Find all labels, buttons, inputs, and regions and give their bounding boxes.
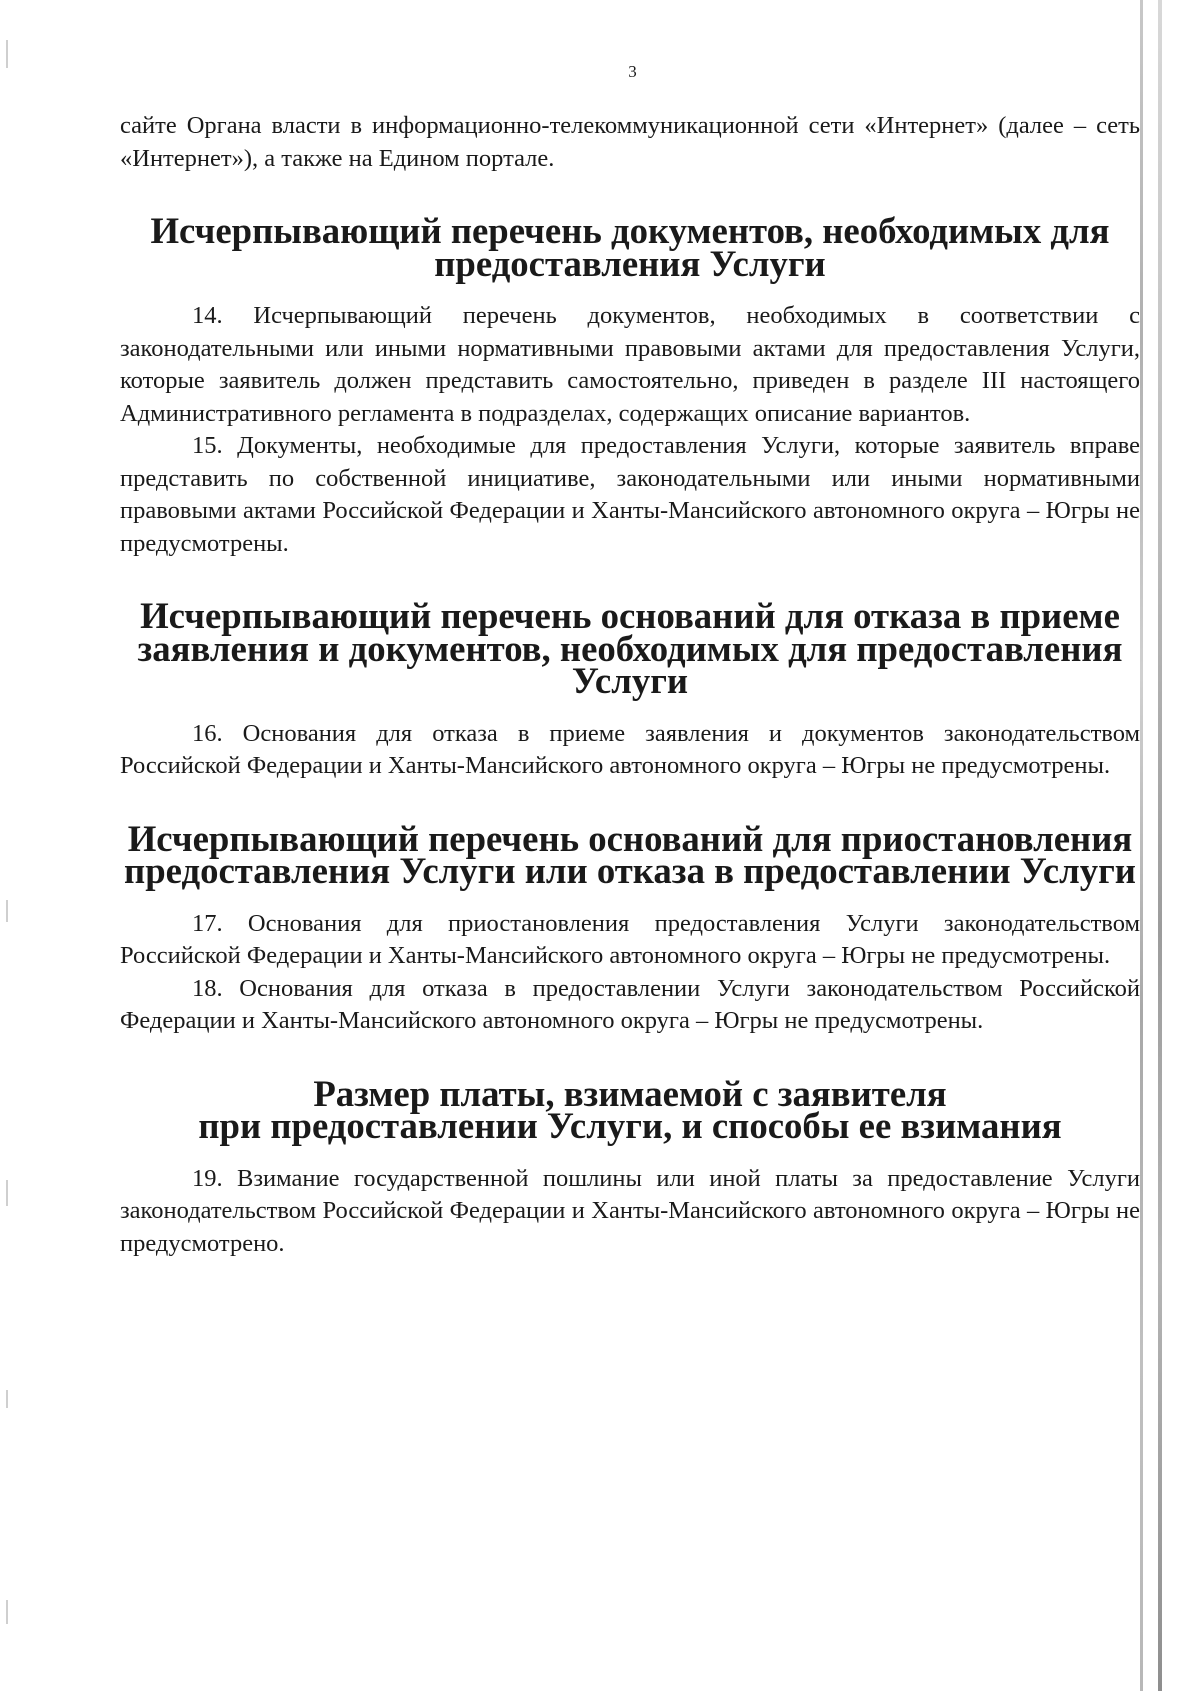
paragraph-14: 14. Исчерпывающий перечень документов, необходимых в соответствии с законодательными или иными нормативными правовыми актами для предоставления Услуги, которые заявитель должен представить самостоятельно, приведен в разделе III настоящего Административного регламента в подразделах, содержащих описание вариантов.	[120, 302, 1140, 427]
section-heading-line: предоставления Услуги или отказа в предоставлении Услуги	[124, 850, 1136, 891]
section-heading-line: при предоставлении Услуги, и способы ее взимания	[198, 1105, 1062, 1146]
paragraph-18: 18. Основания для отказа в предоставлении Услуги законодательством Российской Федерации и Ханты-Мансийского автономного округа – Югры не предусмотрены.	[120, 974, 1140, 1034]
page-number: 3	[628, 62, 637, 81]
paragraph-17: 17. Основания для приостановления предоставления Услуги законодательством Российской Федерации и Ханты-Мансийского автономного округа – Югры не предусмотрены.	[120, 909, 1140, 969]
section-heading-line: предоставления Услуги	[434, 242, 826, 284]
section-heading-line: Исчерпывающий перечень оснований для приостановления	[127, 817, 1133, 859]
intro-paragraph: сайте Органа власти в информационно-телекоммуникационной сети «Интернет» (далее – сеть «Интернет»), а также на Едином портале.	[120, 112, 1140, 172]
section-heading	[120, 817, 1140, 891]
document-body	[120, 110, 1140, 1260]
section-heading	[120, 1072, 1140, 1146]
paragraph-15: 15. Документы, необходимые для предоставления Услуги, которые заявитель вправе представить по собственной инициативе, законодательными или иными нормативными правовыми актами Российской Федерации и Ханты-Мансийского автономного округа – Югры не предусмотрены.	[120, 432, 1140, 557]
scan-edge-left	[0, 0, 14, 1691]
section-heading-line: заявления и документов, необходимых для предоставления Услуги	[137, 627, 1123, 701]
section-heading-line: Исчерпывающий перечень оснований для отказа в приеме	[140, 595, 1120, 636]
section-heading-line: Исчерпывающий перечень документов, необходимых для	[150, 210, 1110, 251]
section-heading	[120, 595, 1140, 701]
section-heading	[120, 210, 1140, 284]
scan-edge-right	[1140, 0, 1200, 1691]
section-heading-line: Размер платы, взимаемой с заявителя	[313, 1072, 947, 1114]
paragraph-19: 19. Взимание государственной пошлины или иной платы за предоставление Услуги законодательством Российской Федерации и Ханты-Мансийского автономного округа – Югры не предусмотрено.	[120, 1164, 1140, 1257]
paragraph-16: 16. Основания для отказа в приеме заявления и документов законодательством Российской Федерации и Ханты-Мансийского автономного округа – Югры не предусмотрены.	[120, 719, 1140, 779]
